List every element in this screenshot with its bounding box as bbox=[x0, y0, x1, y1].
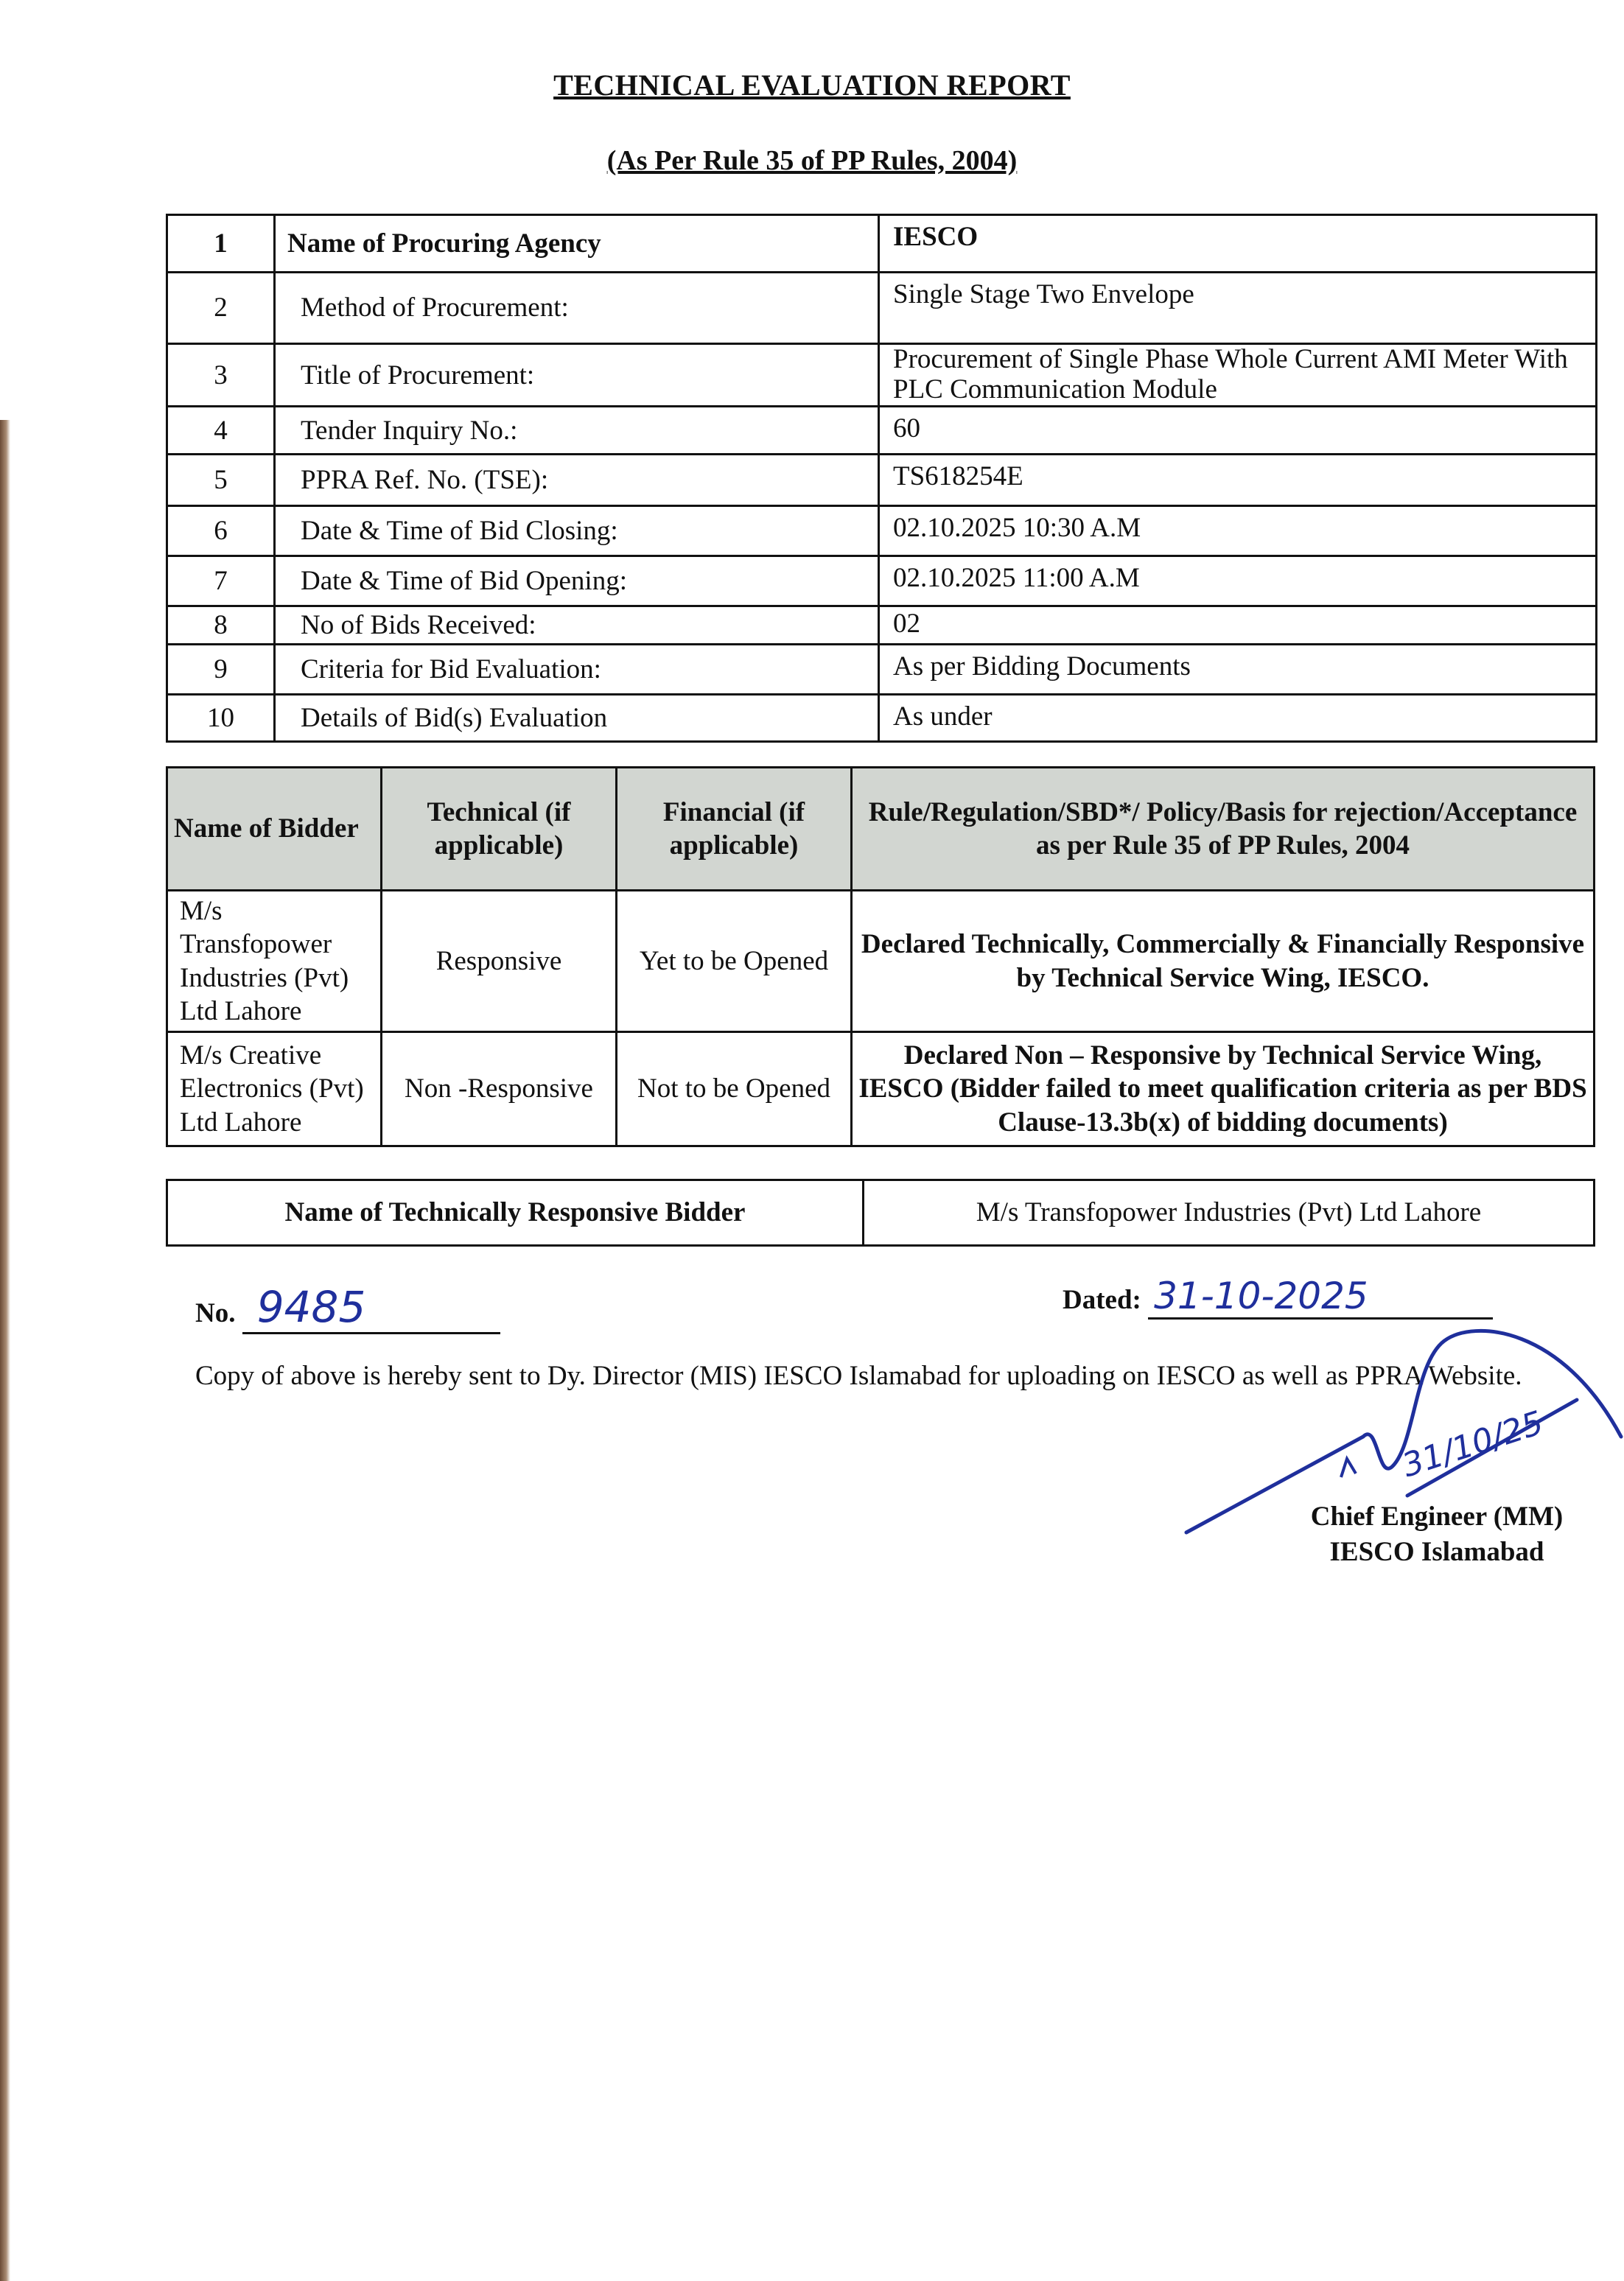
row-value: 60 bbox=[879, 407, 1597, 455]
table-row bbox=[167, 1180, 1595, 1246]
row-number: 6 bbox=[167, 506, 275, 556]
bid-evaluation-table bbox=[166, 766, 1595, 1147]
row-value: TS618254E bbox=[879, 455, 1597, 506]
table-row bbox=[167, 556, 1597, 606]
dated-label: Dated: bbox=[1063, 1285, 1141, 1315]
signatory-org: IESCO Islamabad bbox=[1329, 1537, 1544, 1568]
table-row bbox=[167, 344, 1597, 407]
report-subtitle: (As Per Rule 35 of PP Rules, 2004) bbox=[606, 145, 1018, 176]
header-financial: Financial (if applicable) bbox=[617, 768, 852, 891]
row-label: PPRA Ref. No. (TSE): bbox=[275, 455, 879, 506]
signatory-title: Chief Engineer (MM) bbox=[1310, 1502, 1564, 1532]
row-value: Procurement of Single Phase Whole Current AMI Meter With PLC Communication Module bbox=[879, 344, 1597, 407]
row-label: Title of Procurement: bbox=[275, 344, 879, 407]
row-number: 9 bbox=[167, 645, 275, 695]
technical-status: Responsive bbox=[382, 891, 617, 1032]
financial-status: Yet to be Opened bbox=[617, 891, 852, 1032]
row-number: 10 bbox=[167, 695, 275, 742]
report-title: TECHNICAL EVALUATION REPORT bbox=[553, 69, 1071, 102]
evaluation-basis: Declared Non – Responsive by Technical Service Wing, IESCO (Bidder failed to meet qualification criteria as per BDS Clause-13.3b(x) of bidding documents) bbox=[852, 1032, 1595, 1146]
table-header-row bbox=[167, 768, 1595, 891]
row-label: Date & Time of Bid Closing: bbox=[275, 506, 879, 556]
header-bidder: Name of Bidder bbox=[167, 768, 382, 891]
table-row bbox=[167, 695, 1597, 742]
row-label: Method of Procurement: bbox=[275, 273, 879, 344]
row-label: Name of Procuring Agency bbox=[275, 215, 879, 273]
row-label: Details of Bid(s) Evaluation bbox=[275, 695, 879, 742]
reference-number-label: No. bbox=[195, 1298, 236, 1328]
row-value: IESCO bbox=[879, 215, 1597, 273]
responsive-bidder-value: M/s Transfopower Industries (Pvt) Ltd Lahore bbox=[864, 1180, 1595, 1246]
row-value: 02.10.2025 10:30 A.M bbox=[879, 506, 1597, 556]
row-number: 3 bbox=[167, 344, 275, 407]
evaluation-basis: Declared Technically, Commercially & Financially Responsive by Technical Service Wing, IESCO. bbox=[852, 891, 1595, 1032]
table-row bbox=[167, 645, 1597, 695]
page-edge-shadow bbox=[0, 420, 10, 2281]
table-row bbox=[167, 891, 1595, 1032]
row-value: Single Stage Two Envelope bbox=[879, 273, 1597, 344]
bidder-name: M/s Creative Electronics (Pvt) Ltd Lahore bbox=[167, 1032, 382, 1146]
table-row bbox=[167, 273, 1597, 344]
row-number: 1 bbox=[167, 215, 275, 273]
financial-status: Not to be Opened bbox=[617, 1032, 852, 1146]
copy-distribution-note: Copy of above is hereby sent to Dy. Director (MIS) IESCO Islamabad for uploading on IESCO as well as PPRA Website. bbox=[195, 1361, 1522, 1391]
table-row bbox=[167, 606, 1597, 645]
row-label: Date & Time of Bid Opening: bbox=[275, 556, 879, 606]
table-row bbox=[167, 1032, 1595, 1146]
bidder-name: M/s Transfopower Industries (Pvt) Ltd Lahore bbox=[167, 891, 382, 1032]
table-row bbox=[167, 215, 1597, 273]
row-number: 2 bbox=[167, 273, 275, 344]
row-label: No of Bids Received: bbox=[275, 606, 879, 645]
technical-status: Non -Responsive bbox=[382, 1032, 617, 1146]
row-number: 5 bbox=[167, 455, 275, 506]
row-number: 7 bbox=[167, 556, 275, 606]
dated-value: 31-10-2025 bbox=[1148, 1275, 1493, 1320]
dated-field bbox=[1063, 1275, 1493, 1320]
row-value: 02.10.2025 11:00 A.M bbox=[879, 556, 1597, 606]
responsive-bidder-label: Name of Technically Responsive Bidder bbox=[167, 1180, 864, 1246]
row-label: Tender Inquiry No.: bbox=[275, 407, 879, 455]
table-row bbox=[167, 506, 1597, 556]
header-technical: Technical (if applicable) bbox=[382, 768, 617, 891]
row-label: Criteria for Bid Evaluation: bbox=[275, 645, 879, 695]
row-value: As under bbox=[879, 695, 1597, 742]
procurement-info-table bbox=[166, 214, 1597, 743]
header-basis: Rule/Regulation/SBD*/ Policy/Basis for rejection/Acceptance as per Rule 35 of PP Rules, 2004 bbox=[852, 768, 1595, 891]
reference-number bbox=[195, 1282, 500, 1334]
table-row bbox=[167, 455, 1597, 506]
table-row bbox=[167, 407, 1597, 455]
row-number: 8 bbox=[167, 606, 275, 645]
responsive-bidder-table bbox=[166, 1179, 1595, 1247]
row-value: As per Bidding Documents bbox=[879, 645, 1597, 695]
reference-number-value: 9485 bbox=[242, 1282, 500, 1334]
signatory-block bbox=[1253, 1499, 1621, 1570]
signature-date: 31/10/25 bbox=[1397, 1404, 1548, 1485]
row-value: 02 bbox=[879, 606, 1597, 645]
row-number: 4 bbox=[167, 407, 275, 455]
